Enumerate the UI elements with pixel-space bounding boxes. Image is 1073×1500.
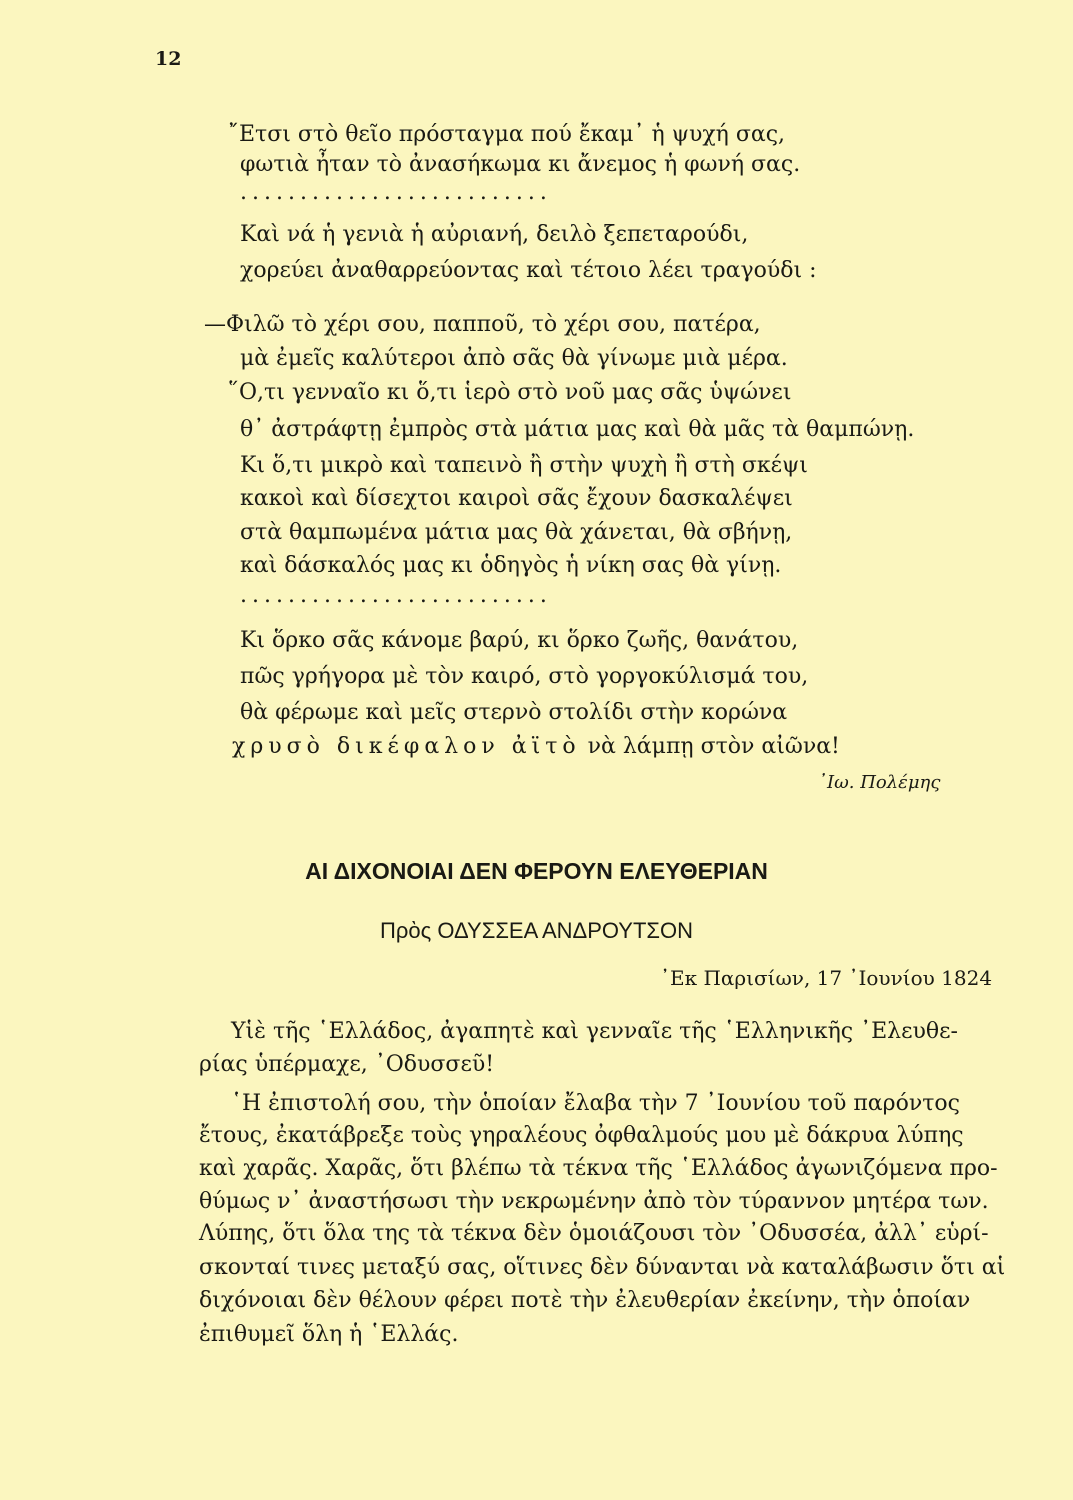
poem-last-line bbox=[232, 734, 840, 760]
letter-line: Λύπης, ὅτι ὅλα της τὰ τέκνα δὲν ὁμοιάζουσι τὸν ᾿Οδυσσέα, ἀλλ᾿ εὑρί- bbox=[199, 1221, 989, 1246]
poem-line: πῶς γρήγορα μὲ τὸν καιρό, στὸ γοργοκύλισμά του, bbox=[240, 664, 809, 689]
letter-line: Υἱὲ τῆς ῾Ελλάδος, ἀγαπητὲ καὶ γενναῖε τῆς ῾Ελληνικῆς ᾿Ελευθε- bbox=[231, 1019, 958, 1044]
letter-line: ῾Η ἐπιστολή σου, τὴν ὁποίαν ἔλαβα τὴν 7 ᾿Ιουνίου τοῦ παρόντος bbox=[231, 1091, 960, 1116]
letter-line: ἔτους, ἐκατάβρεξε τοὺς γηραλέους ὀφθαλμούς μου μὲ δάκρυα λύπης bbox=[199, 1123, 964, 1148]
poem-line: θὰ φέρωμε καὶ μεῖς στερνὸ στολίδι στὴν κορώνα bbox=[240, 700, 788, 725]
letter-line: σκονταί τινες μεταξύ σας, οἵτινες δὲν δύνανται νὰ καταλάβωσιν ὅτι αἱ bbox=[199, 1255, 1006, 1280]
letter-line: καὶ χαρᾶς. Χαρᾶς, ὅτι βλέπω τὰ τέκνα τῆς ῾Ελλάδος ἀγωνιζόμενα προ- bbox=[199, 1156, 998, 1181]
poem-last-line-rest: νὰ λάμπῃ στὸν αἰῶνα! bbox=[587, 734, 840, 759]
poem-line: χορεύει ἀναθαρρεύοντας καὶ τέτοιο λέει τραγούδι : bbox=[240, 258, 817, 283]
letter-addressee: Πρὸς ΟΔΥΣΣΕΑ ΑΝΔΡΟΥΤΣΟΝ bbox=[379, 918, 694, 943]
poem-line: κακοὶ καὶ δίσεχτοι καιροὶ σᾶς ἔχουν δασκαλέψει bbox=[240, 486, 793, 511]
poem-line: μὰ ἐμεῖς καλύτεροι ἀπὸ σᾶς θὰ γίνωμε μιὰ μέρα. bbox=[240, 346, 788, 371]
poem-line: θ᾿ ἀστράφτῃ ἐμπρὸς στὰ μάτια μας καὶ θὰ μᾶς τὰ θαμπώνῃ. bbox=[240, 417, 915, 442]
ellipsis-divider: .......................... bbox=[240, 583, 552, 608]
letter-line: θύμως ν᾿ ἀναστήσωσι τὴν νεκρωμένην ἀπὸ τὸν τύραννον μητέρα των. bbox=[199, 1189, 989, 1214]
poem-last-line-spaced: χρυσὸ δικέφαλον ἀϊτὸ bbox=[232, 734, 581, 759]
poem-line: Κι ὅ,τι μικρὸ καὶ ταπεινὸ ἢ στὴν ψυχὴ ἢ στὴ σκέψι bbox=[240, 453, 808, 478]
ellipsis-divider: .......................... bbox=[240, 180, 552, 205]
poem-line: καὶ δάσκαλός μας κι ὁδηγὸς ἡ νίκη σας θὰ γίνῃ. bbox=[240, 553, 782, 578]
poem-line: Καὶ νά ἡ γενιὰ ἡ αὐριανή, δειλὸ ξεπεταρούδι, bbox=[240, 222, 749, 247]
poem-line: ῞Ο,τι γενναῖο κι ὅ,τι ἱερὸ στὸ νοῦ μας σᾶς ὑψώνει bbox=[228, 380, 792, 405]
poem-line: στὰ θαμπωμένα μάτια μας θὰ χάνεται, θὰ σβήνῃ, bbox=[240, 520, 793, 545]
letter-dateline: ᾿Εκ Παρισίων, 17 ᾿Ιουνίου 1824 bbox=[660, 966, 993, 990]
poem-line: φωτιὰ ἦταν τὸ ἀνασήκωμα κι ἄνεμος ἡ φωνή σας. bbox=[240, 152, 801, 177]
poem-signature: ᾿Ιω. Πολέμης bbox=[818, 772, 941, 793]
letter-title: ΑΙ ΔΙΧΟΝΟΙΑΙ ΔΕΝ ΦΕΡΟΥΝ ΕΛΕΥΘΕΡΙΑΝ bbox=[305, 858, 768, 884]
letter-line: ρίας ὑπέρμαχε, ᾿Οδυσσεῦ! bbox=[199, 1052, 495, 1077]
page-number: 12 bbox=[155, 48, 182, 70]
letter-line: ἐπιθυμεῖ ὅλη ἡ ῾Ελλάς. bbox=[199, 1322, 459, 1347]
poem-line: Κι ὅρκο σᾶς κάνομε βαρύ, κι ὅρκο ζωῆς, θανάτου, bbox=[240, 628, 799, 653]
poem-line: ῎Ετσι στὸ θεῖο πρόσταγμα πού ἔκαμ᾿ ἡ ψυχή σας, bbox=[228, 122, 786, 147]
poem-line: —Φιλῶ τὸ χέρι σου, παπποῦ, τὸ χέρι σου, πατέρα, bbox=[204, 312, 761, 337]
letter-line: διχόνοιαι δὲν θέλουν φέρει ποτὲ τὴν ἐλευθερίαν ἐκείνην, τὴν ὁποίαν bbox=[199, 1288, 971, 1313]
